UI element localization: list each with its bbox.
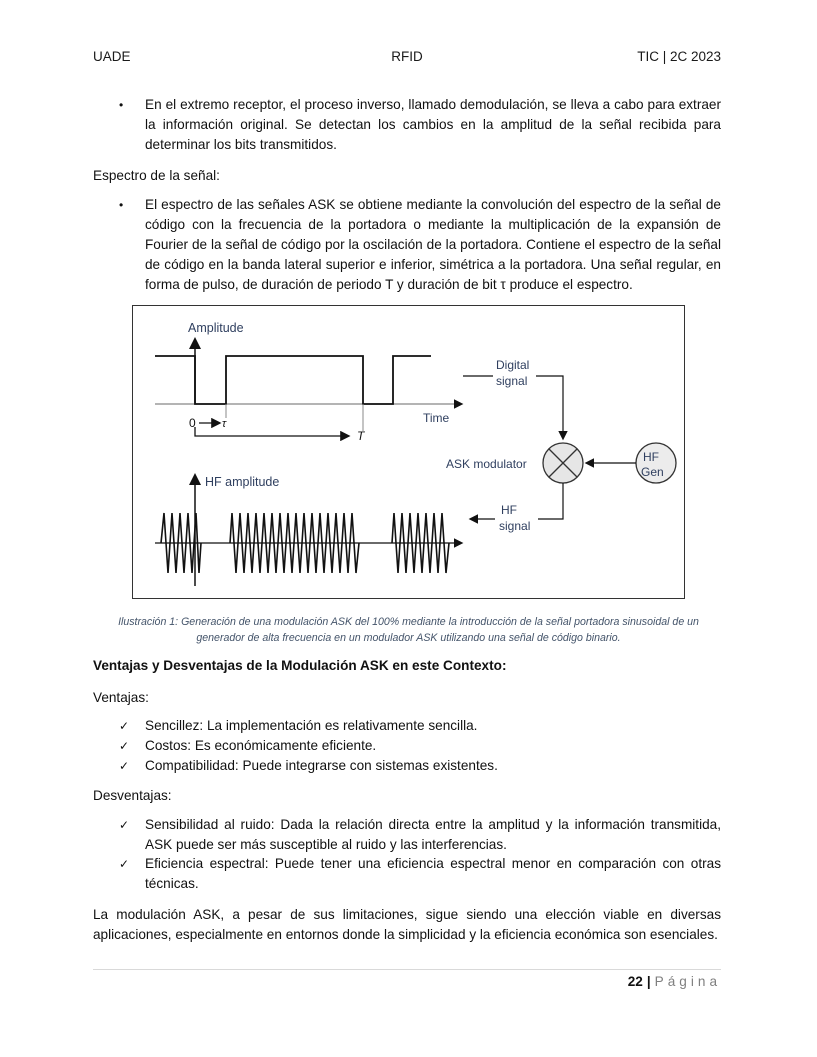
intro-bullet <box>93 95 721 155</box>
advantage-text: Sencillez: La implementación es relativamente sencilla. <box>145 718 478 733</box>
digital-signal-label-2: signal <box>496 374 528 388</box>
checkmark-icon: ✓ <box>119 818 130 832</box>
spectrum-bullet-text: El espectro de las señales ASK se obtiene mediante la convolución del espectro de la señal de código con la frecuencia de la portadora o mediante la multiplicación de la expansión de Fourier de la señal de código por la oscilación de la portadora. Contiene el espectro de la señal de código en la banda lateral superior e inferior, simétrica a la portadora. Una señal regular, en forma de pulso, de duración de periodo T y duración de bit τ produce el espectro. <box>145 197 721 292</box>
page-word: Página <box>654 974 721 989</box>
checkmark-icon: ✓ <box>119 857 130 871</box>
checkmark-icon: ✓ <box>119 739 130 753</box>
advantage-item <box>93 756 721 776</box>
disadvantage-item <box>93 854 721 894</box>
hf-signal-label-1: HF <box>501 503 517 517</box>
header-center: RFID <box>391 49 423 64</box>
tau-label: τ <box>222 418 227 430</box>
ask-modulation-figure <box>132 305 685 599</box>
conclusion-paragraph: La modulación ASK, a pesar de sus limitaciones, sigue siendo una elección viable en diversas aplicaciones, especialmente en entornos donde la simplicidad y la eficiencia económica son esenciales. <box>93 907 721 942</box>
zero-label: 0 <box>189 416 196 430</box>
page-footer <box>628 974 721 989</box>
advantages-label: Ventajas: <box>93 690 149 705</box>
ask-modulator-icon <box>543 443 583 483</box>
digital-signal-label-1: Digital <box>496 358 530 372</box>
disadvantage-text: Eficiencia espectral: Puede tener una eficiencia espectral menor en comparación con otras técnicas. <box>145 856 721 891</box>
bullet-icon: • <box>119 98 124 112</box>
ask-diagram <box>133 306 684 598</box>
advantage-item <box>93 736 721 756</box>
header-right: TIC | 2C 2023 <box>637 49 721 64</box>
page-number: 22 <box>627 974 643 989</box>
advantage-text: Costos: Es económicamente eficiente. <box>145 738 377 753</box>
hf-amplitude-label: HF amplitude <box>205 475 280 489</box>
hf-signal-label-2: signal <box>499 519 531 533</box>
spectrum-label: Espectro de la señal: <box>93 168 220 183</box>
spectrum-bullet <box>93 195 721 295</box>
disadvantage-text: Sensibilidad al ruido: Dada la relación directa entre la amplitud y la información transmitida, ASK puede ser más susceptible al ruido y las interferencias. <box>145 817 721 852</box>
advantage-item <box>93 716 721 736</box>
disadvantage-item <box>93 815 721 855</box>
footer-divider <box>93 969 721 970</box>
advantage-text: Compatibilidad: Puede integrarse con sistemas existentes. <box>145 758 498 773</box>
ask-modulator-label: ASK modulator <box>446 457 527 471</box>
period-label: T <box>357 429 365 443</box>
checkmark-icon: ✓ <box>119 759 130 773</box>
intro-bullet-text: En el extremo receptor, el proceso inverso, llamado demodulación, se lleva a cabo para extraer la información original. Se detectan los cambios en la amplitud de la señal recibida para determinar los bits transmitidos. <box>145 97 721 152</box>
bullet-icon: • <box>119 198 124 212</box>
page-header <box>93 49 721 67</box>
disadvantages-label: Desventajas: <box>93 788 172 803</box>
footer-separator: | <box>646 974 651 989</box>
time-label: Time <box>423 411 450 425</box>
figure-caption: Ilustración 1: Generación de una modulación ASK del 100% mediante la introducción de la señal portadora sinusoidal de un generador de alta frecuencia en un modulador ASK utilizando una señal de código binario. <box>118 616 699 644</box>
hf-gen-label-2: Gen <box>641 465 664 479</box>
checkmark-icon: ✓ <box>119 719 130 733</box>
hf-gen-label-1: HF <box>643 450 659 464</box>
amplitude-label: Amplitude <box>188 321 244 335</box>
header-left: UADE <box>93 49 131 64</box>
section-heading: Ventajas y Desventajas de la Modulación ASK en este Contexto: <box>93 658 507 673</box>
